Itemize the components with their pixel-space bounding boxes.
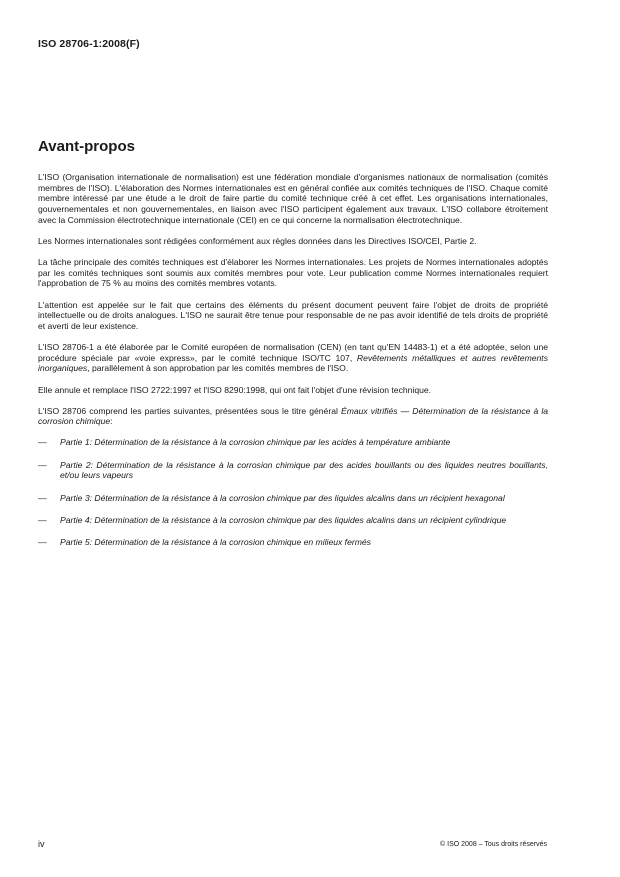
paragraph-preparation xyxy=(38,342,548,374)
paragraph-preparation-text-c: , parallèlement à son approbation par les comités membres de l'ISO. xyxy=(87,363,349,374)
list-dash: — xyxy=(38,514,47,525)
list-item xyxy=(38,437,548,448)
copyright-notice: © ISO 2008 – Tous droits réservés xyxy=(440,841,547,848)
parts-list xyxy=(38,437,548,548)
page-title: Avant-propos xyxy=(38,138,135,155)
paragraph-patent-rights: L'attention est appelée sur le fait que certains des éléments du présent document peuvent faire l'objet de droits de propriété intellectuelle ou de droits analogues. L'ISO ne saurait être tenue pour responsable de ne pas avoir identifié de tels droits de propriété et averti de leur existence. xyxy=(38,299,548,331)
list-dash: — xyxy=(38,492,47,503)
list-item xyxy=(38,537,548,548)
paragraph-iso-intro: L'ISO (Organisation internationale de normalisation) est une fédération mondiale d'organismes nationaux de normalisation (comités membres de l'ISO). L'élaboration des Normes internationales est en général confiée aux comités techniques de l'ISO. Chaque comité membre intéressé par une étude a le droit de faire partie du comité technique créé à cet effet. Les organisations internationales, gouvernementales et non gouvernementales, en liaison avec l'ISO participent également aux travaux. L'ISO collabore étroitement avec la Commission électrotechnique internationale (CEI) en ce qui concerne la normalisation électrotechnique. xyxy=(38,172,548,225)
paragraph-directives: Les Normes internationales sont rédigées conformément aux règles données dans les Directives ISO/CEI, Partie 2. xyxy=(38,235,477,246)
document-code: ISO 28706-1:2008(F) xyxy=(38,38,140,50)
part-title: Partie 5: Détermination de la résistance à la corrosion chimique en milieux fermés xyxy=(60,537,371,548)
list-item xyxy=(38,515,548,526)
page-number: iv xyxy=(38,839,45,849)
paragraph-parts-intro-text-a: L'ISO 28706 comprend les parties suivantes, présentées sous le titre général xyxy=(38,405,341,416)
paragraph-preparation-text-a: L'ISO 28706-1 a été élaborée par le Comité européen de normalisation (CEN) (en tant qu'EN 14483-1) et a été adoptée, selon une procédure spéciale par «voie express», par le comité technique ISO/TC 107, xyxy=(38,342,548,363)
list-dash: — xyxy=(38,437,47,448)
list-item xyxy=(38,460,548,481)
committee-title: Revêtements métalliques et autres revêtements inorganiques xyxy=(38,352,548,374)
part-title: Partie 2: Détermination de la résistance à la corrosion chimique par des acides bouillants ou des liquides neutres bouillants, et/ou leurs vapeurs xyxy=(60,459,548,481)
paragraph-technical-committees: La tâche principale des comités techniques est d'élaborer les Normes internationales. Les projets de Normes internationales adoptés par les comités techniques sont soumis aux comités membres pour vote. Leur publication comme Normes internationales requiert l'approbation de 75 % au moins des comités membres votants. xyxy=(38,257,548,289)
part-title: Partie 1: Détermination de la résistance à la corrosion chimique par les acides à température ambiante xyxy=(60,437,451,448)
list-dash: — xyxy=(38,537,47,548)
general-title: Émaux vitrifiés — Détermination de la résistance à la corrosion chimique xyxy=(38,405,549,427)
part-title: Partie 4: Détermination de la résistance à la corrosion chimique par des liquides alcalins dans un récipient cylindrique xyxy=(60,514,507,525)
paragraph-parts-intro xyxy=(38,406,548,427)
part-title: Partie 3: Détermination de la résistance à la corrosion chimique par des liquides alcalins dans un récipient hexagonal xyxy=(60,492,505,503)
paragraph-replacement: Elle annule et remplace l'ISO 2722:1997 et l'ISO 8290:1998, qui ont fait l'objet d'une révision technique. xyxy=(38,384,432,395)
list-item xyxy=(38,493,548,504)
paragraph-parts-intro-text-c: : xyxy=(110,416,113,427)
list-dash: — xyxy=(38,459,47,470)
foreword-body xyxy=(38,172,548,560)
